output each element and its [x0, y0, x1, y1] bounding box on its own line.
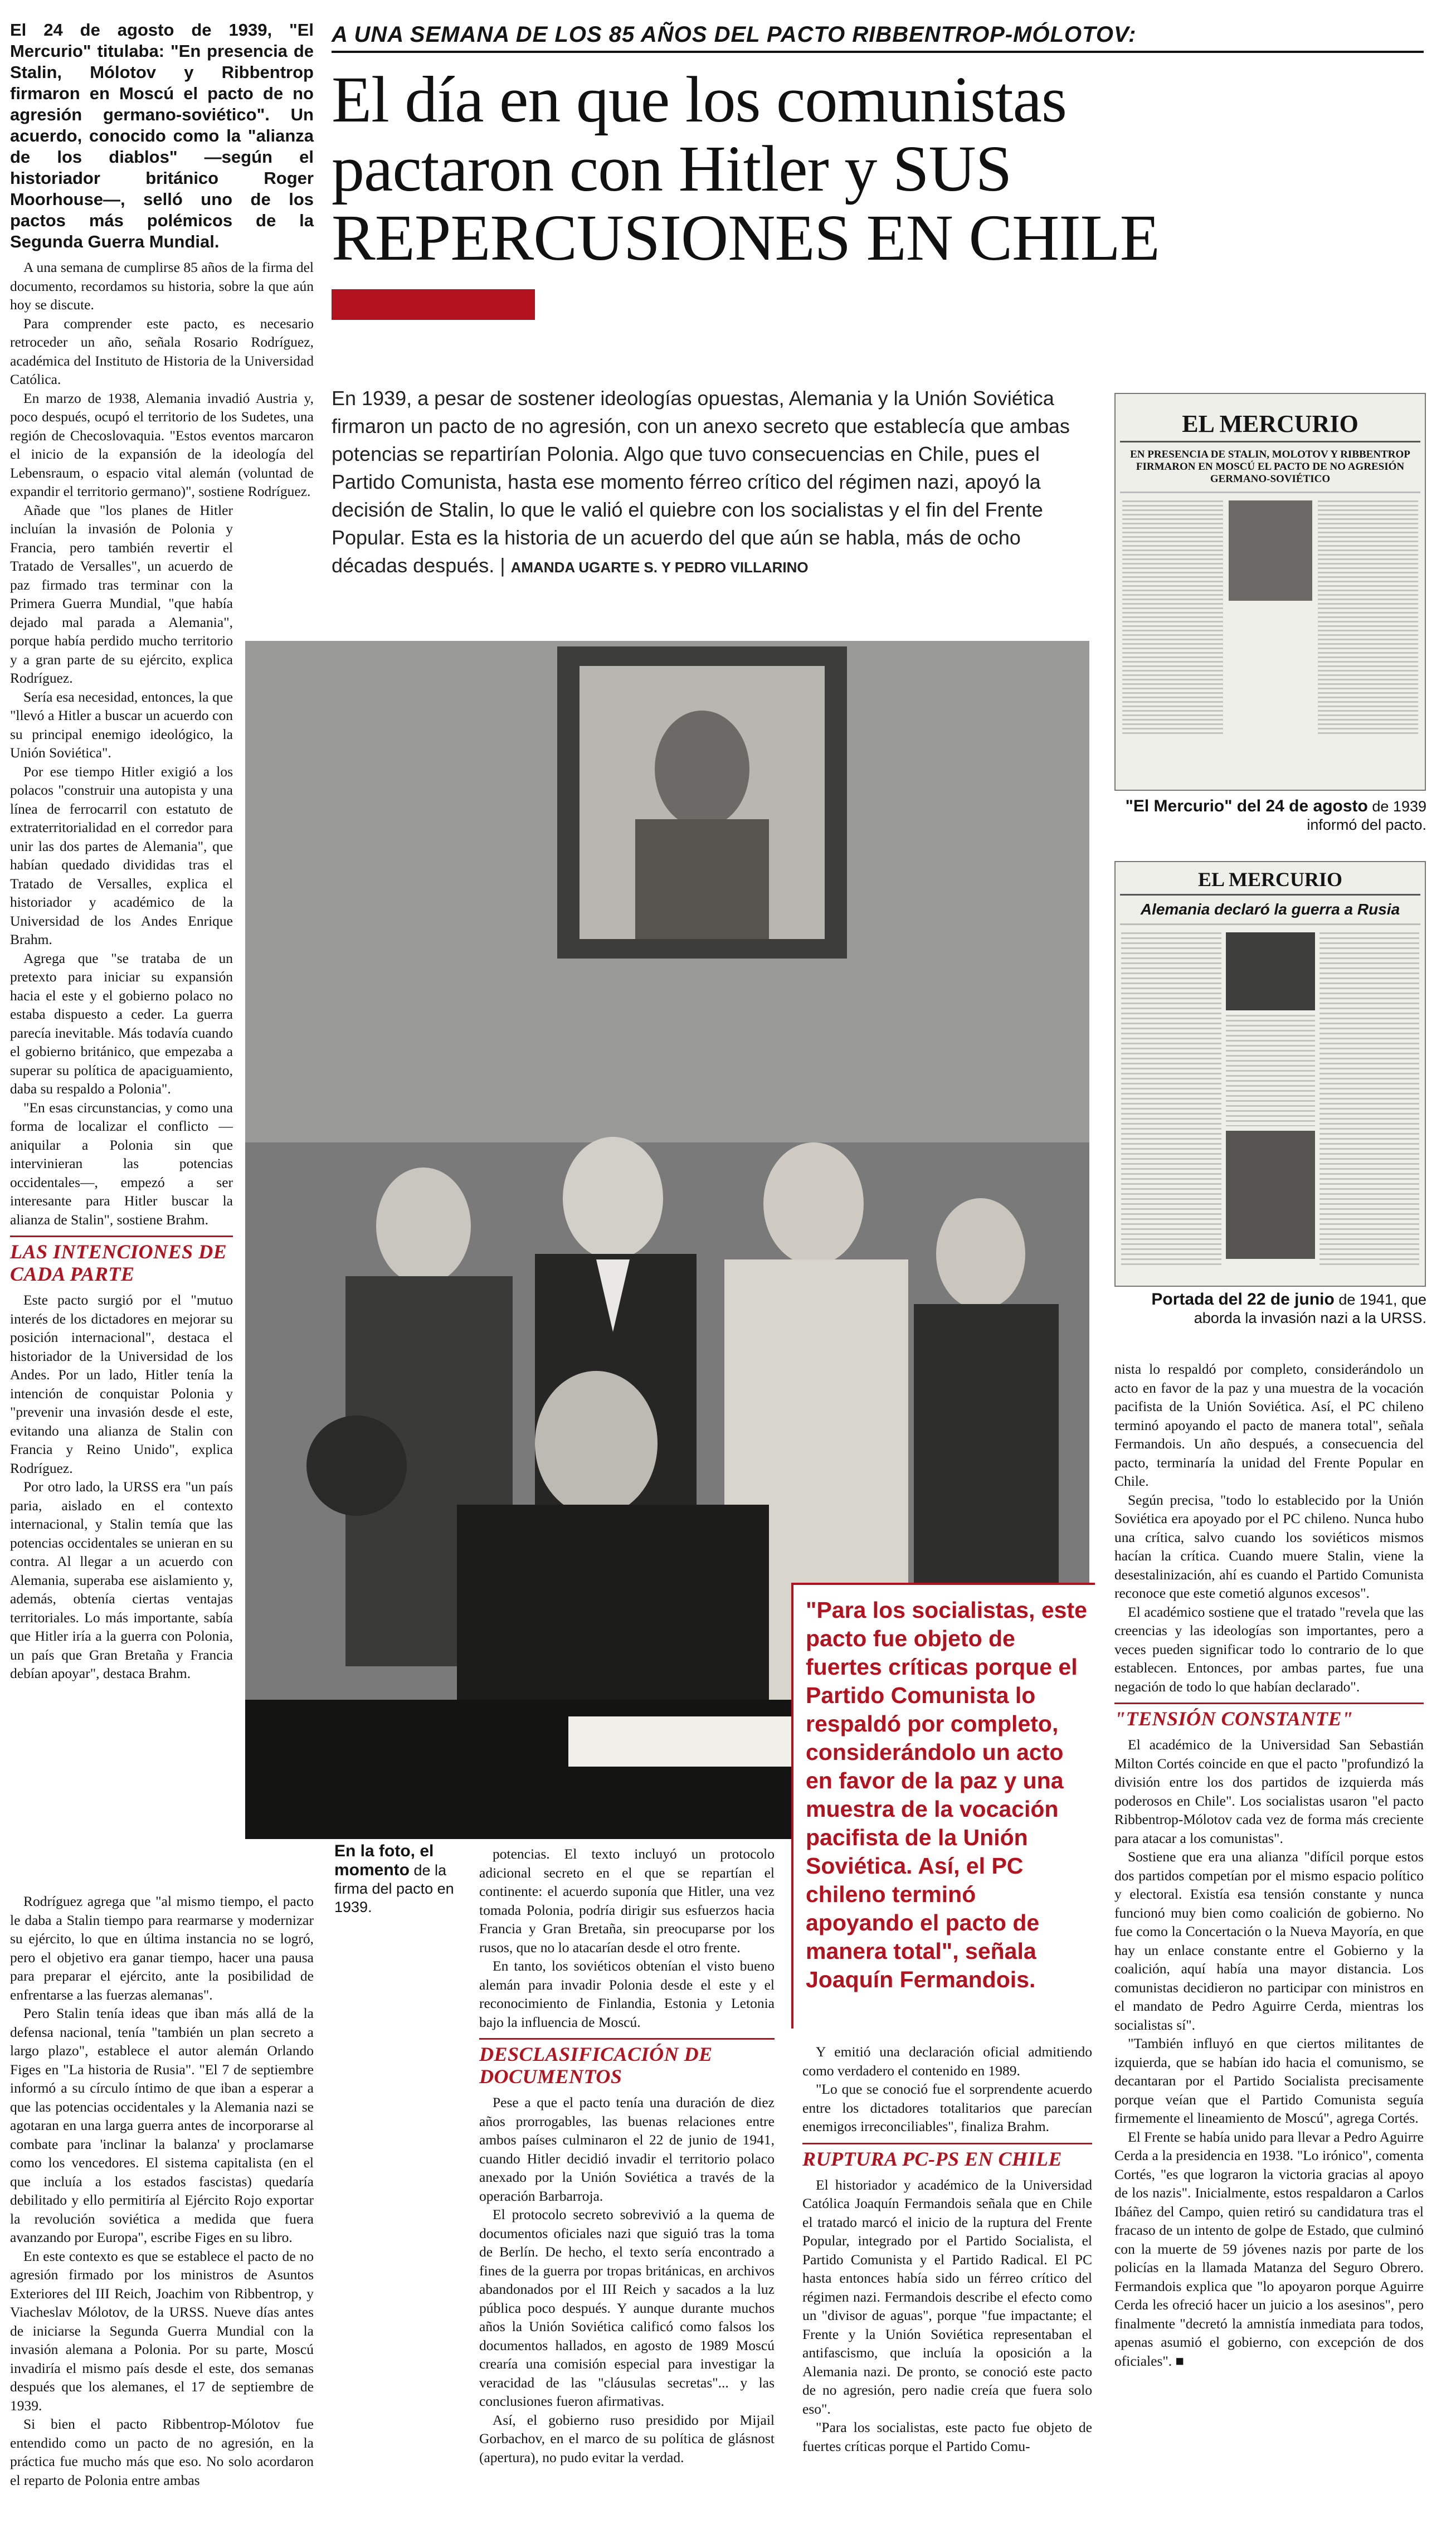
paragraph: Para comprender este pacto, es necesario retroceder un año, señala Rosario Rodríguez, académica del Instituto de Historia de la Universidad Católica.: [10, 315, 314, 387]
paragraph: Según precisa, "todo lo establecido por la Unión Soviética era apoyado por el PC chileno. Nunca hubo una crítica, salvo cuando los soviéticos mismos hacían la crítica. Cuando muere Stalin, viene la desestalinización, ahí es cuando el Partido Comunista reconoce que este cometió algunos excesos".: [1114, 1491, 1424, 1601]
front-page-1939-masthead: EL MERCURIO: [1182, 410, 1358, 437]
paragraph: Sería esa necesidad, entonces, la que "llevó a Hitler a buscar un acuerdo con su principal enemigo ideológico, la Unión Soviética".: [10, 688, 233, 761]
subhead-rule: [1114, 1703, 1424, 1704]
front-page-1941-columns: [1116, 928, 1425, 1271]
front-page-1941-caption-text: de 1941, que aborda la invasión nazi a la URSS.: [1194, 1291, 1426, 1326]
subhead-text: DESCLASIFICACIÓN DE DOCUMENTOS: [479, 2043, 713, 2088]
subhead-tension: [1114, 1703, 1424, 1730]
paragraph: [1114, 2128, 1424, 2371]
left-body: [10, 258, 314, 501]
photo-caption: [334, 1842, 468, 1917]
paragraph: Así, el gobierno ruso presidido por Mijail Gorbachov, en el marco de su política de glásnost (apertura), no pudo evitar la verdad.: [479, 2411, 775, 2465]
accent-bar: [332, 289, 535, 320]
paragraph: A una semana de cumplirse 85 años de la firma del documento, recordamos su historia, sobre la que aún hoy se discute.: [10, 259, 314, 313]
front-page-1939-headline: EN PRESENCIA DE STALIN, MOLOTOV Y RIBBENTROP FIRMARON EN MOSCÚ EL PACTO DE NO AGRESIÓN GERMANO-SOVIÉTICO: [1130, 449, 1410, 485]
subhead-ruptura: [802, 2143, 1092, 2170]
left-body-narrow: [10, 501, 233, 1229]
subhead-text: LAS INTENCIONES DE CADA PARTE: [10, 1241, 227, 1285]
paragraph: El historiador y académico de la Universidad Católica Joaquín Fermandois señala que en Chile el tratado marcó el inicio de la ruptura del Frente Popular, integrado por el Partido Socialista, el Partido Comunista y el Partido Radical. El PC hasta entonces había sido un férreo crítico del régimen nazi. Fermandois describe el efecto como un "divisor de aguas", porque "fue impactante; el Frente y la Unión Soviética representaban el antifascismo, que incluía la oposición a la Alemania nazi. De pronto, se conoció este pacto de no agresión, pero nadie creía que fuera solo eso".: [802, 2176, 1092, 2417]
article-header: [332, 22, 1446, 362]
end-mark: ■: [1175, 2352, 1184, 2369]
paragraph: En tanto, los soviéticos obtenían el visto bueno alemán para invadir Polonia desde el este y el reconocimiento de Finlandia, Estonia y Letonia bajo la influencia de Moscú.: [479, 1958, 775, 2030]
front-page-1939-caption-text: de 1939 informó del pacto.: [1307, 798, 1426, 833]
subhead-rule: [10, 1236, 233, 1237]
left-column-bottom: [10, 1892, 314, 2489]
front-page-1941-masthead: EL MERCURIO: [1197, 868, 1343, 891]
middle-body-2: [479, 2093, 775, 2467]
subhead-rule: [479, 2038, 775, 2040]
subhead-intenciones: [10, 1236, 233, 1285]
photo-caption-text: de la firma del pacto en 1939.: [334, 1862, 454, 1915]
paragraph: Por otro lado, la URSS era "un país paria, aislado en el contexto internacional, y Stalin temía que las potencias occidentales se unieran en su contra. Al llegar a un acuerdo con Alemania, superaba ese aislamiento y, además, obtenía ciertas ventajas territoriales. Lo más importante, sabía que Hitler iría a la guerra con Polonia, un país que Gran Bretaña y Francia debían apoyar", destaca Brahm.: [10, 1478, 233, 1681]
center-right-body-2: [802, 2176, 1092, 2456]
paragraph: En este contexto es que se establece el pacto de no agresión firmado por los ministros de Asuntos Exteriores del III Reich, Joachim von Ribbentrop, y Viacheslav Mólotov, de la URSS. Nueve días antes de iniciarse la Segunda Guerra Mundial con la invasión alemana a Polonia. Por su parte, Moscú invadiría el mismo país desde el este, dos semanas después que los alemanes, el 17 de septiembre de 1939.: [10, 2248, 314, 2414]
subhead-rule: [802, 2143, 1092, 2144]
paragraph: "Lo que se conoció fue el sorprendente acuerdo entre los dictadores totalitarios que parecían enemigos irreconciliables", finaliza Brahm.: [802, 2081, 1092, 2134]
front-page-1939: [1114, 393, 1426, 791]
paragraph: En marzo de 1938, Alemania invadió Austria y, poco después, ocupó el territorio de los Sudetes, una región de Checoslovaquia. "Estos eventos marcaron el inicio de la expansión de la ideología del Lebensraum, o espacio vital alemán (voluntad de expandir el territorio germano)", sostiene Rodríguez.: [10, 390, 314, 499]
treaty-document: [568, 1716, 802, 1767]
person-officer-face: [376, 1168, 471, 1285]
front-page-1941-caption-bold: Portada del 22 de junio: [1151, 1290, 1335, 1309]
headline-line-2: pactaron con Hitler y SUS: [332, 132, 1012, 205]
pull-quote-box: [791, 1583, 1095, 2029]
paragraph: Este pacto surgió por el "mutuo interés de los dictadores en mejorar su posición internacional", destaca el historiador de la Universidad de los Andes. Por un lado, Hitler tenía la intención de conquistar Polonia y "prevenir una invasión desde el este, evitando una alianza de Stalin con Francia y Reino Unido", explica Rodríguez.: [10, 1292, 233, 1476]
headline-line-3: REPERCUSIONES EN CHILE: [332, 201, 1160, 274]
lead-paragraph: El 24 de agosto de 1939, "El Mercurio" titulaba: "En presencia de Stalin, Mólotov y Ribbentrop firmaron en Moscú el pacto de no agresión germano-soviético". Un acuerdo, conocido como la "alianza de los diablos" —según el historiador británico Roger Moorhouse—, selló uno de los pactos más polémicos de la Segunda Guerra Mundial.: [10, 20, 314, 251]
front-page-1939-caption: [1117, 797, 1426, 834]
front-page-1939-photo: [1229, 500, 1312, 601]
paragraph: Sostiene que era una alianza "difícil porque estos dos partidos competían por el mismo espacio político y electoral. Existía esa tensión constante y nunca funcionó muy bien como coalición de gobierno. No fue como la Concertación o la Nueva Mayoría, en que hay un enlace constante entre el Gobierno y la coalición, aquí había una mayor distancia. Los comunistas decidieron no participar con ministros en el mandato de Pedro Aguirre Cerda, mientras los socialistas sí".: [1114, 1849, 1424, 2033]
subhead-text: RUPTURA PC-PS EN CHILE: [802, 2147, 1063, 2170]
paragraph: Si bien el pacto Ribbentrop-Mólotov fue entendido como un pacto de no agresión, en la práctica fue mucho más que eso. No solo acordaron el reparto de Polonia entre ambas: [10, 2416, 314, 2488]
intro-block: [332, 385, 1095, 581]
middle-body: [479, 1845, 775, 2031]
left-body-narrow-2: [10, 1291, 233, 1683]
headline-line-1: El día en que los comunistas: [332, 63, 1067, 136]
paragraph-text: El Frente se había unido para llevar a Pedro Aguirre Cerda a la presidencia en 1938. "Lo irónico", comenta Cortés, "es que lograron la victoria gracias al apoyo de los nazis". Inicialmente, estos respaldaron a Carlos Ibáñez del Campo, quien retiró su candidatura tras el fracaso de un intento de golpe de Estado, que culminó con la muerte de 59 jóvenes nazis por parte de los policías en la llamada Matanza del Seguro Obrero. Fermandois explica que "lo apoyaron porque Aguirre Cerda les ofreció hacer un juicio a los asesinos", pero finalmente "decretó la amnistía inmediata para todos, apenas asumió el gobierno, con excepción de dos oficiales".: [1114, 2128, 1424, 2369]
paragraph: Rodríguez agrega que "al mismo tiempo, el pacto le daba a Stalin tiempo para rearmarse y modernizar su ejército, lo que en última instancia no se logró, pero el objetivo era ganar tiempo, hacer una pausa para preparar el ejército, ante la posibilidad de enfrentarse a las fuerzas alemanas".: [10, 1893, 314, 2003]
subhead-text: "TENSIÓN CONSTANTE": [1114, 1708, 1353, 1730]
kicker: A UNA SEMANA DE LOS 85 AÑOS DEL PACTO RIBBENTROP-MÓLOTOV:: [332, 22, 1424, 53]
photo-caption-bold: En la foto, el momento: [334, 1842, 434, 1879]
paragraph: Añade que "los planes de Hitler incluían la invasión de Polonia y Francia, pero también revertir el Tratado de Versalles", un acuerdo de paz firmado tras terminar con la Primera Guerra Mundial, "que había dejado mal parada a Alemania", porque había perdido mucho territorio y a gran parte de su ejército, explica Rodríguez.: [10, 502, 233, 686]
person-ribbentrop-face: [563, 1137, 663, 1259]
paragraph: El protocolo secreto sobrevivió a la quema de documentos oficiales nazi que siguió tras la toma de Berlín. De hecho, el texto sería encontrado a fines de la guerra por tropas británicas, en archivos abandonados por el III Reich y sacados a la luz pública poco después. Y aunque durante muchos años la Unión Soviética calificó como falsos los documentos hallados, en agosto de 1989 Moscú crearía una comisión especial para investigar la veracidad de las "cláusulas secretas"... y las conclusiones fueron afirmativas.: [479, 2206, 775, 2409]
right-column: [1114, 1360, 1424, 2370]
right-body-2: [1114, 1735, 1424, 2370]
paragraph: Por ese tiempo Hitler exigió a los polacos "construir una autopista y una línea de ferrocarril con estatuto de extraterritorialidad en el corredor para unir las dos partes de Alemania", que habían quedado divididas tras el Tratado de Versalles, explica el historiador y académico de la Universidad de los Andes Enrique Brahm.: [10, 763, 233, 947]
right-body: [1114, 1360, 1424, 1696]
byline-separator: |: [500, 554, 511, 577]
paragraph: potencias. El texto incluyó un protocolo adicional secreto en el que se repartían el continente: el acuerdo suponía que Hitler, una vez tomada Polonia, podría dirigir sus esfuerzos hacia Francia y Gran Bretaña, sin preocuparse por los rusos, que no lo atacarían desde el otro frente.: [479, 1846, 775, 1956]
paragraph: "Para los socialistas, este pacto fue objeto de fuertes críticas porque el Partido Comu-: [802, 2419, 1092, 2454]
front-page-1941: [1114, 861, 1426, 1287]
front-page-1941-caption: [1117, 1290, 1426, 1327]
paragraph: "También influyó en que ciertos militantes de izquierda, que se habían ido hacia el comunismo, se decantaran por el Partido Socialista precisamente porque veían que el Partido Comunista seguía firmemente el lineamiento de Moscú", agrega Cortés.: [1114, 2035, 1424, 2126]
center-right-column: [802, 2042, 1092, 2455]
person-stalin-face: [763, 1142, 864, 1265]
pull-quote: "Para los socialistas, este pacto fue objeto de fuertes críticas porque el Partido Comunista lo respaldó por completo, considerándolo un acto en favor de la paz y una muestra de la vocación pacifista de la Unión Soviética. Así, el PC chileno terminó apoyando el pacto de manera total", señala Joaquín Fermandois.: [806, 1597, 1087, 1992]
center-right-body: [802, 2042, 1092, 2136]
intro-text: En 1939, a pesar de sostener ideologías opuestas, Alemania y la Unión Soviética firmaron un pacto de no agresión, con un anexo secreto que establecía que ambas potencias se repartirían Polonia. Algo que tuvo consecuencias en Chile, pues el Partido Comunista, hasta ese momento férreo crítico del régimen nazi, apoyó la decisión de Stalin, lo que le valió el quiebre con los socialistas y el fin del Frente Popular. Esta es la historia de un acuerdo del que aún se habla, más de ocho décadas después.: [332, 387, 1070, 577]
paragraph: El académico sostiene que el tratado "revela que las creencias y las ideologías son importantes, pero a veces pueden significar todo lo contrario de lo que establecen. Entonces, por ambas partes, fue una negación de todo lo que habían declarado".: [1114, 1603, 1424, 1695]
paragraph: Pero Stalin tenía ideas que iban más allá de la defensa nacional, tenía "también un plan secreto a largo plazo", establece el autor alemán Orlando Figes en "La historia de Rusia". "El 7 de septiembre informó a su círculo íntimo de que iban a esperar a que las potencias occidentales y la Alemania nazi se agotaran en una larga guerra antes de incorporarse al combate para 'inclinar la balanza' y proclamarse como los vencedores. El sistema capitalista (en el que incluía a los estados fascistas) quedaría debilitado y ello permitiría al Ejército Rojo exportar la revolución soviética a medida que fuera avanzando por Europa", escribe Figes en su libro.: [10, 2005, 314, 2245]
byline: AMANDA UGARTE S. Y PEDRO VILLARINO: [510, 559, 809, 576]
paragraph: Pese a que el pacto tenía una duración de diez años prorrogables, las buenas relaciones entre ambos países culminaron el 22 de junio de 1941, cuando Hitler decidió invadir el territorio polaco anexado por la Unión Soviética a través de la operación Barbarroja.: [479, 2094, 775, 2204]
front-page-1939-columns: [1116, 496, 1425, 739]
front-page-1939-caption-bold: "El Mercurio" del 24 de agosto: [1125, 797, 1368, 815]
paragraph: Agrega que "se trataba de un pretexto para iniciar su expansión hacia el este y el gobierno polaco no estaba dispuesto a ceder. La guerra parecía inevitable. Más todavía cuando el gobierno británico, que empezaba a superar su política de apaciguamiento, daba su respaldo a Polonia".: [10, 950, 233, 1097]
paragraph: "En esas circunstancias, y como una forma de localizar el conflicto —aniquilar a Polonia sin que intervinieran las potencias occidentales—, empezó a ser interesante para Hitler buscar la alianza de Stalin", sostiene Brahm.: [10, 1099, 233, 1228]
paragraph: El académico de la Universidad San Sebastián Milton Cortés coincide en que el pacto "profundizó la división entre los dos partidos de izquierda más poderosos en Chile". Los socialistas usaron "el pacto Ribbentrop-Mólotov cada vez de forma más creciente para atacar a los comunistas".: [1114, 1737, 1424, 1846]
paragraph: nista lo respaldó por completo, considerándolo un acto en favor de la paz y una muestra de la vocación pacifista de la Unión Soviética. Así, el PC chileno terminó apoyando el pacto de manera total", señala Fermandois. Un año después, a consecuencia del pacto, terminaría la unidad del Frente Popular en Chile.: [1114, 1361, 1424, 1489]
front-page-1941-headline: Alemania declaró la guerra a Rusia: [1140, 901, 1400, 918]
subhead-desclasificacion: [479, 2038, 775, 2088]
middle-column: [479, 1845, 775, 2467]
person-molotov-face: [535, 1371, 658, 1516]
paragraph: Y emitió una declaración oficial admitiendo como verdadero el contenido en 1989.: [802, 2044, 1092, 2079]
